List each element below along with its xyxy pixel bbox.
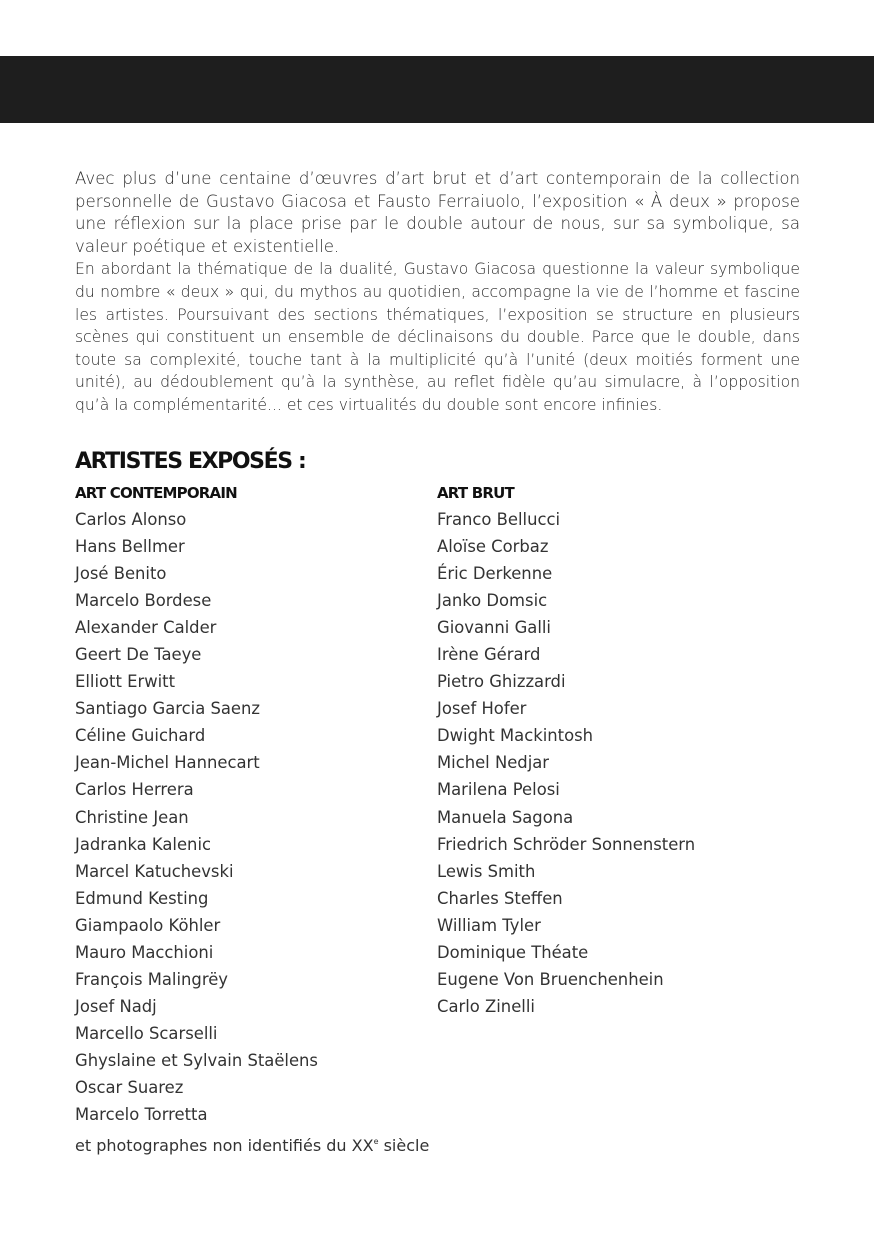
- artist-name: Alexander Calder: [75, 618, 217, 638]
- artist-name: Giovanni Galli: [437, 618, 551, 638]
- artist-name: Christine Jean: [75, 807, 189, 827]
- artist-name: Josef Nadj: [75, 996, 157, 1016]
- art-contemporain-list: [75, 506, 415, 1128]
- artist-name: Jadranka Kalenic: [75, 834, 212, 854]
- artist-name: Oscar Suarez: [75, 1077, 184, 1097]
- artist-name: Geert De Taeye: [75, 645, 202, 665]
- artist-name: Dominique Théate: [437, 942, 589, 962]
- artists-section-title: ARTISTES EXPOSÉS :: [75, 449, 306, 474]
- artist-name: Janko Domsic: [437, 591, 548, 611]
- artist-name: Carlo Zinelli: [437, 996, 535, 1016]
- art-contemporain-heading: ART CONTEMPORAIN: [75, 484, 237, 502]
- artist-name: Santiago Garcia Saenz: [75, 699, 260, 719]
- artist-name: Aloïse Corbaz: [437, 537, 549, 557]
- artist-name: Hans Bellmer: [75, 537, 185, 557]
- artist-name: Dwight Mackintosh: [437, 726, 594, 746]
- header-band: [0, 56, 874, 123]
- artist-name: Mauro Macchioni: [75, 942, 214, 962]
- artist-name: Elliott Erwitt: [75, 672, 176, 692]
- intro-paragraph-2: En abordant la thématique de la dualité, Gustavo Giacosa questionne la valeur symbolique du nombre « deux » qui, du mythos au quotidien, accompagne la vie de l’homme et fascine les artistes. Poursuivant des sections thématiques, l’exposition se structure en plusieurs scènes qui constituent un ensemble de déclinaisons du double. Parce que le double, dans toute sa complexité, touche tant à la multiplicité qu’à l’unité (deux moitiés forment une unité), au dédoublement qu’à la synthèse, au reflet fidèle qu’au simulacre, à l’opposition qu’à la complémentarité... et ces virtualités du double sont encore infinies.: [75, 260, 800, 414]
- intro-paragraph-1: Avec plus d’une centaine d’œuvres d’art brut et d’art contemporain de la collection personnelle de Gustavo Giacosa et Fausto Ferraiuolo, l’exposition « À deux » propose une réflexion sur la place prise par le double autour de nous, sur sa symbolique, sa valeur poétique et existentielle.: [75, 169, 800, 256]
- artist-name: Manuela Sagona: [437, 807, 574, 827]
- artist-name: Marcelo Torretta: [75, 1105, 208, 1125]
- artist-name: Carlos Alonso: [75, 510, 187, 529]
- artist-name: Marcel Katuchevski: [75, 861, 234, 881]
- artist-name: Céline Guichard: [75, 726, 206, 746]
- artist-name: Éric Derkenne: [437, 564, 553, 584]
- art-brut-column: [437, 482, 777, 1020]
- artist-name: Irène Gérard: [437, 645, 541, 665]
- intro-text: [75, 168, 800, 417]
- artist-name: Ghyslaine et Sylvain Staëlens: [75, 1050, 318, 1070]
- artist-name: Lewis Smith: [437, 861, 536, 881]
- artist-name: Josef Hofer: [437, 699, 527, 719]
- artist-name: Charles Steffen: [437, 888, 563, 908]
- footnote-text: et photographes non identifiés du XX: [75, 1136, 374, 1156]
- artist-name: José Benito: [75, 564, 167, 584]
- artist-name: Edmund Kesting: [75, 888, 209, 908]
- artist-name: Giampaolo Köhler: [75, 915, 221, 935]
- footnote-end: siècle: [378, 1136, 430, 1156]
- artist-name: Michel Nedjar: [437, 753, 550, 773]
- artist-name: Eugene Von Bruenchenhein: [437, 969, 664, 989]
- artist-name: Friedrich Schröder Sonnenstern: [437, 834, 696, 854]
- artist-name: William Tyler: [437, 915, 541, 935]
- artist-name: Marcello Scarselli: [75, 1023, 218, 1043]
- art-brut-heading: ART BRUT: [437, 484, 514, 502]
- artist-name: Franco Bellucci: [437, 510, 561, 529]
- artist-name: Pietro Ghizzardi: [437, 672, 566, 692]
- artist-name: Jean-Michel Hannecart: [75, 753, 260, 773]
- artist-name: Carlos Herrera: [75, 780, 194, 800]
- artist-name: Marcelo Bordese: [75, 591, 212, 611]
- artist-name: François Malingrëy: [75, 969, 228, 989]
- artist-name: Marilena Pelosi: [437, 780, 560, 800]
- art-brut-list: [437, 506, 777, 1020]
- art-contemporain-column: [75, 482, 430, 1159]
- footnote: [75, 1128, 430, 1159]
- footnote-superscript: e: [373, 1137, 379, 1147]
